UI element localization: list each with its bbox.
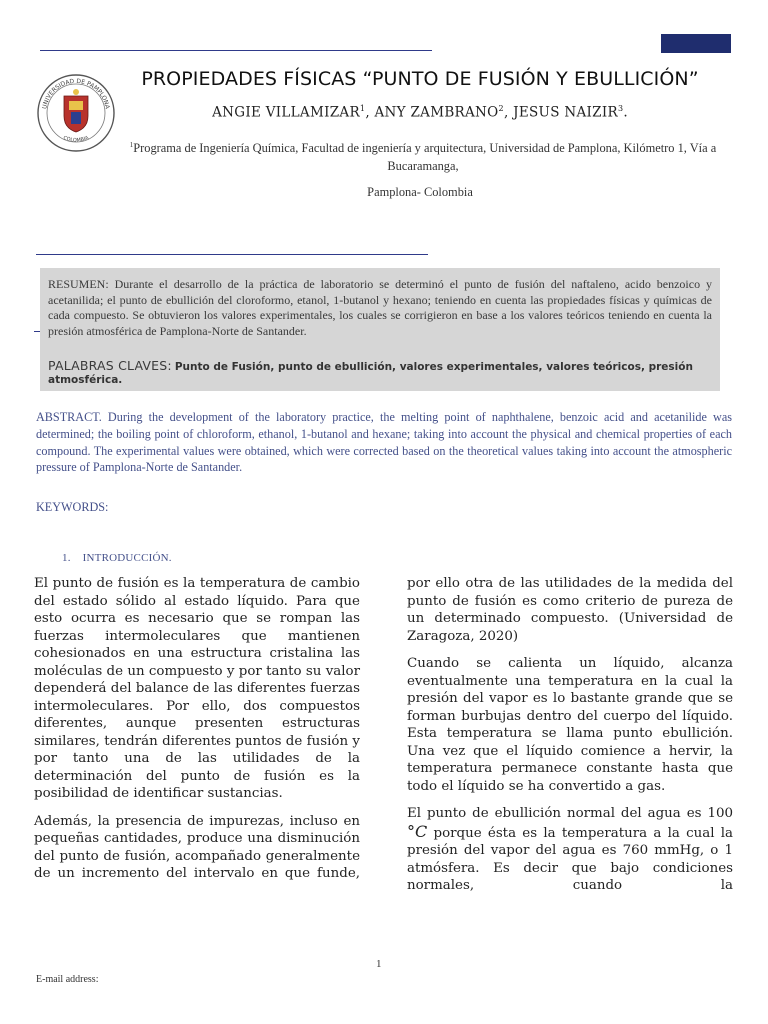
author-name: JESUS NAIZIR [513, 104, 618, 121]
keywords-list-es: Punto de Fusión, punto de ebullición, valores experimentales, valores teóricos, presión atmosférica. [48, 361, 693, 386]
keywords-label-es: PALABRAS CLAVES: [48, 358, 172, 373]
paragraph: El punto de fusión es la temperatura de cambio del estado sólido al estado líquido. Para que esto ocurra es necesario que se rompan las fuerzas intermoleculares que mantienen cohesionados en una estructura cristalina las moléculas de un compuesto y por tanto su valor dependerá del balance de las diferentes fuerzas intermoleculares. Por ello, dos compuestos diferentes, aunque presenten estructuras similares, tendrán diferentes puntos de fusión y por tanto una de las utilidades de la determinación del punto de fusión es la posibilidad de identificar sustancias. [34, 576, 360, 801]
paragraph: Cuando se calienta un líquido, alcanza eventualmente una temperatura en la cual la presión del vapor es lo bastante grande que se forman burbujas dentro del cuerpo del líquido. Esta temperatura se llama punto ebullición. Una vez que el líquido comience a hervir, la temperatura permanece constante hasta que todo el líquido se ha convertido a gas. [407, 656, 733, 794]
author-separator: , [503, 104, 514, 121]
abstract-english: ABSTRACT. During the development of the laboratory practice, the melting point of naphthalene, benzoic acid and acetanilide was determined; the boiling point of chloroform, ethanol, 1-butanol and hexane; taking into account the physical and chemical properties of each compound. The experimental values were obtained, which were corrected based on the theoretical values taking into account the atmospheric pressure of Pamplona-Norte de Santander. [36, 410, 732, 475]
section-number: 1. [62, 552, 71, 564]
page-number: 1 [376, 958, 382, 970]
email-footnote: E-mail address: [36, 974, 99, 985]
top-divider-line [40, 50, 432, 51]
svg-text:COLOMBIA: COLOMBIA [62, 135, 90, 144]
author-separator: . [623, 104, 628, 121]
author-name: ANGIE VILLAMIZAR [212, 104, 360, 121]
author-affiliation-mark: 3 [617, 104, 624, 113]
author-affiliation-mark: 1 [359, 104, 366, 113]
paragraph: por ello otra de las utilidades de la medida del punto de fusión es como criterio de pureza de un determinado compuesto. (Universidad de Zaragoza, 2020) [407, 576, 733, 644]
paper-title: PROPIEDADES FÍSICAS “PUNTO DE FUSIÓN Y EBULLICIÓN” [141, 68, 699, 90]
section-divider-line [36, 254, 428, 255]
author-list [140, 104, 700, 121]
section-title: INTRODUCCIÓN. [82, 552, 172, 564]
affiliation-city: Pamplona- Colombia [367, 185, 473, 199]
section-heading [62, 552, 172, 564]
university-seal-logo [36, 70, 116, 156]
resumen-box [40, 268, 720, 391]
paragraph: Además, la presencia de impurezas, incluso en pequeñas cantidades, produce una disminución del punto de fusión, acompañado generalmente de un incremento del intervalo en que funde, [34, 813, 360, 881]
right-text-column [407, 575, 733, 905]
left-text-column [34, 575, 360, 893]
author-name: ANY ZAMBRANO [374, 104, 499, 121]
header-color-block [661, 34, 731, 53]
celsius-unit: °C [407, 821, 428, 841]
palabras-claves [48, 360, 712, 386]
resumen-text: RESUMEN: Durante el desarrollo de la práctica de laboratorio se determinó el punto de fusión del naftaleno, acido benzoico y acetanilida; el punto de ebullición del cloroformo, etanol, 1-butanol y hexano; teniendo en cuenta las propiedades físicas y químicas de cada compuesto. Se obtuvieron los valores experimentales, los cuales se corrigieron en base a los valores teóricos teniendo en cuenta la presión atmosférica de Pamplona-Norte de Santander. [48, 277, 712, 338]
author-separator: , [365, 104, 375, 121]
affiliation: $^1$Programa de Ingeniería Química, Facultad de ingeniería y arquitectura, Universidad de Pamplona, Kilómetro 1, Vía a Bucaramanga, [129, 141, 717, 174]
author-affiliation-mark: 2 [498, 104, 504, 113]
keywords-label-en: KEYWORDS: [36, 500, 109, 514]
paragraph: El punto de ebullición normal del agua es 100 °C porque ésta es la temperatura a la cual la presión del vapor del agua es 760 mmHg, o 1 atmósfera. Es decir que bajo condiciones normales, cuando la [407, 806, 733, 893]
svg-text:UNIVERSIDAD DE PAMPLONA: UNIVERSIDAD DE PAMPLONA [41, 77, 111, 110]
